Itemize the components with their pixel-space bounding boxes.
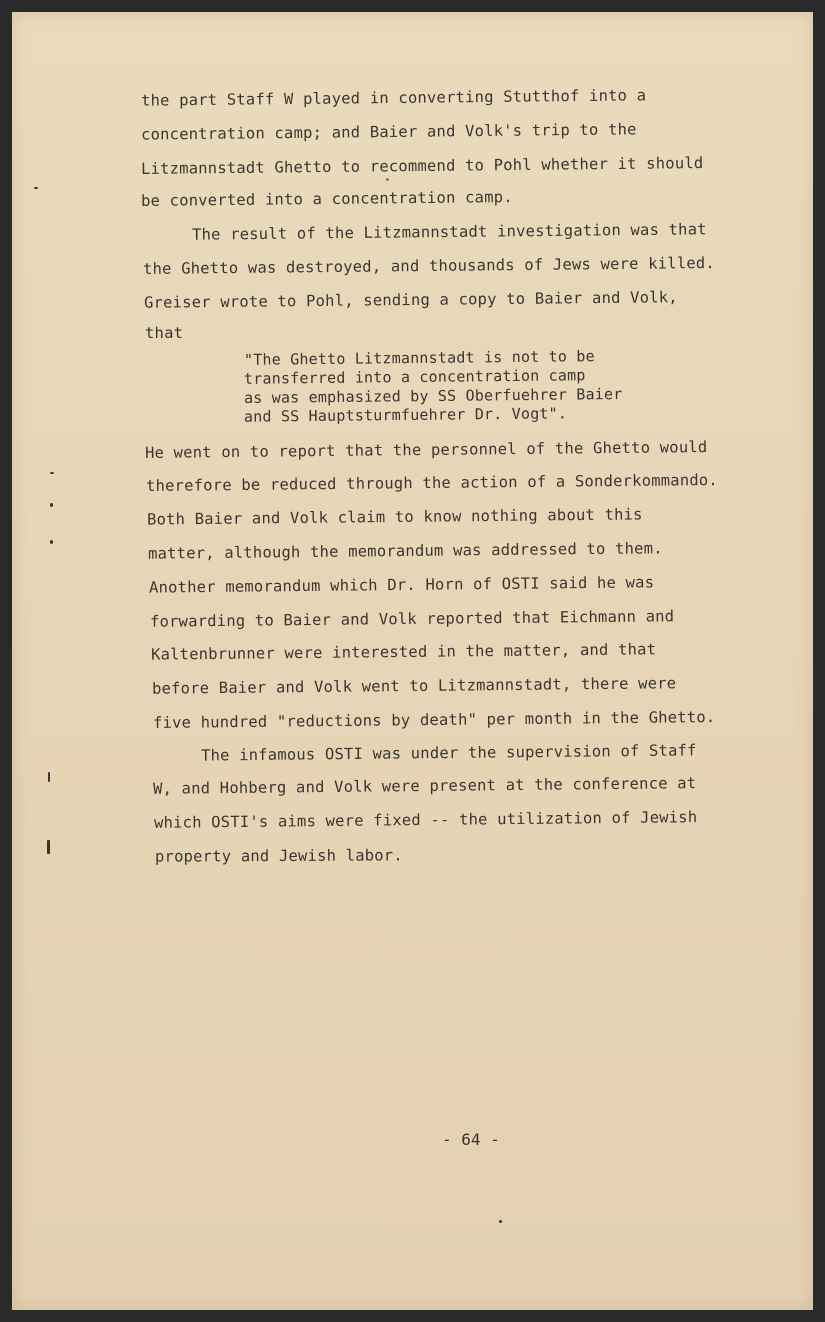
text-line: which OSTI's aims were fixed -- the utilization of Jewish: [153, 808, 698, 832]
text-line: Both Baier and Volk claim to know nothing about this: [146, 505, 643, 529]
paper-speck: [34, 187, 38, 189]
paper-speck: [50, 472, 54, 474]
text-line: forwarding to Baier and Volk reported that Eichmann and: [149, 607, 675, 631]
paper-speck: [499, 1220, 502, 1223]
quote-line: as was emphasized by SS Oberfuehrer Baier: [243, 385, 623, 407]
text-line: therefore be reduced through the action of a Sonderkommando.: [145, 471, 719, 495]
quote-line: "The Ghetto Litzmannstadt is not to be: [243, 347, 595, 369]
text-line: that: [145, 324, 184, 342]
text-line: the part Staff W played in converting Stutthof into a: [140, 86, 647, 110]
text-line: the Ghetto was destroyed, and thousands of Jews were killed.: [142, 254, 716, 278]
text-line: He went on to report that the personnel of the Ghetto would: [144, 438, 708, 462]
page-number: - 64 -: [442, 1130, 500, 1149]
paper-speck: [386, 178, 389, 181]
text-line: be converted into a concentration camp.: [140, 188, 513, 210]
text-line: Greiser wrote to Pohl, sending a copy to Baier and Volk,: [143, 288, 678, 312]
text-line: The infamous OSTI was under the supervision of Staff: [200, 741, 697, 765]
text-line: Kaltenbrunner were interested in the matter, and that: [150, 640, 657, 664]
paper-speck: [47, 840, 50, 854]
text-line: concentration camp; and Baier and Volk's trip to the: [140, 120, 637, 144]
text-line: Litzmannstadt Ghetto to recommend to Pohl whether it should: [140, 154, 704, 178]
text-line: five hundred "reductions by death" per month in the Ghetto.: [152, 708, 716, 732]
typed-page: [12, 12, 813, 1310]
text-line: The result of the Litzmannstadt investigation was that: [191, 220, 707, 244]
text-line: matter, although the memorandum was addressed to them.: [147, 539, 663, 563]
paper-speck: [50, 503, 53, 507]
quote-line: transferred into a concentration camp: [243, 366, 586, 388]
text-line: before Baier and Volk went to Litzmannstadt, there were: [151, 674, 677, 698]
paper-speck: [50, 540, 53, 544]
text-line: W, and Hohberg and Volk were present at the conference at: [152, 774, 697, 798]
paper-speck: [48, 772, 50, 782]
text-line: property and Jewish labor.: [154, 846, 403, 866]
quote-line: and SS Hauptsturmfuehrer Dr. Vogt".: [243, 404, 568, 426]
text-line: Another memorandum which Dr. Horn of OSTI said he was: [148, 573, 655, 597]
